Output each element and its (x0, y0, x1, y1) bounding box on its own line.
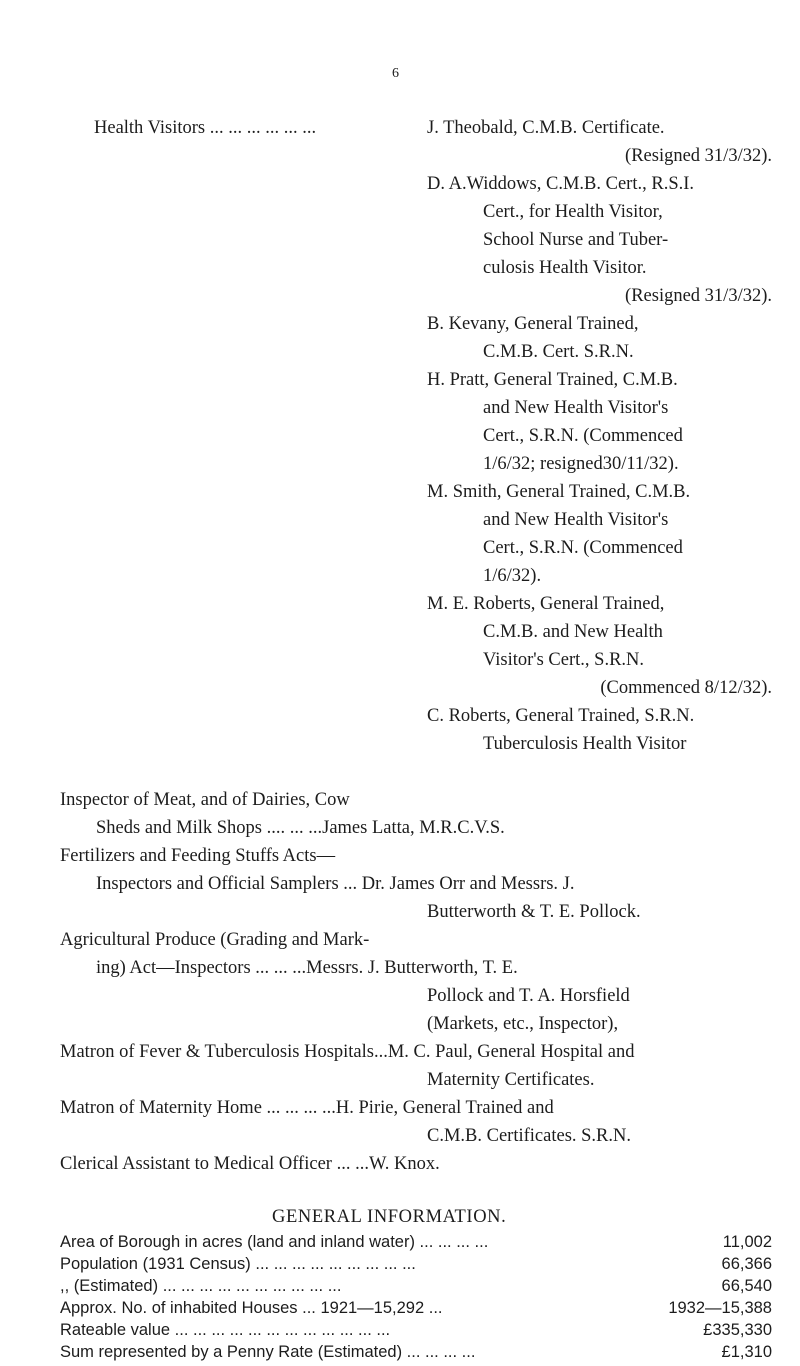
officer-entry-fertilizers (60, 842, 772, 926)
entry-line: C.M.B. and New Health (483, 622, 663, 642)
officer-entry-meat-inspector (60, 786, 772, 842)
visitor-entry (427, 702, 772, 758)
entry-line: H. Pratt, General Trained, C.M.B. (427, 370, 678, 390)
visitor-entry (427, 310, 772, 366)
officer-entry-matron-fever (60, 1038, 772, 1094)
entry-line: and New Health Visitor's (483, 398, 669, 418)
officer-value: Maternity Certificates. (427, 1070, 595, 1090)
gi-label: ,, (Estimated) ... ... ... ... ... ... ... ... ... ... (60, 1277, 342, 1295)
entry-line: M. E. Roberts, General Trained, (427, 594, 665, 614)
gi-label: Population (1931 Census) ... ... ... ... ... ... ... ... ... (60, 1255, 416, 1273)
officer-value: Butterworth & T. E. Pollock. (427, 902, 641, 922)
officer-title: Matron of Maternity Home ... ... ... ...H. Pirie, General Trained and (60, 1098, 554, 1118)
gi-label: Sum represented by a Penny Rate (Estimated) ... ... ... ... (60, 1343, 476, 1361)
entry-line: C.M.B. Cert. S.R.N. (483, 342, 634, 362)
visitor-entry (427, 590, 772, 702)
entry-line: 1/6/32; resigned30/11/32). (483, 454, 679, 474)
entry-line: and New Health Visitor's (483, 510, 669, 530)
visitor-entry (427, 114, 772, 170)
officer-line: Inspectors and Official Samplers ... Dr. James Orr and Messrs. J. (96, 874, 575, 894)
health-visitors-label (94, 114, 316, 142)
officer-line: Sheds and Milk Shops .... ... ...James Latta, M.R.C.V.S. (96, 818, 505, 838)
leader-dots: ... ... ... ... ... ... (205, 118, 317, 138)
gi-label: Rateable value ... ... ... ... ... ... ... ... ... ... ... ... (60, 1321, 391, 1339)
officer-value: C.M.B. Certificates. S.R.N. (427, 1126, 632, 1146)
gi-value: 11,002 (722, 1233, 772, 1251)
gi-label: Area of Borough in acres (land and inland water) ... ... ... ... (60, 1233, 489, 1251)
gi-value: £335,330 (703, 1321, 772, 1339)
officer-title: Agricultural Produce (Grading and Mark- (60, 930, 370, 950)
gi-value: 66,366 (721, 1255, 772, 1273)
health-visitors-title: Health Visitors (94, 118, 206, 138)
officer-entry-clerical (60, 1150, 772, 1178)
visitor-entry (427, 366, 772, 478)
entry-line: Cert., S.R.N. (Commenced (483, 426, 683, 446)
officer-value: (Markets, etc., Inspector), (427, 1014, 619, 1034)
gi-value: 1932—15,388 (668, 1299, 772, 1317)
entry-line: culosis Health Visitor. (483, 258, 647, 278)
entry-line: B. Kevany, General Trained, (427, 314, 639, 334)
entry-line: Tuberculosis Health Visitor (483, 734, 687, 754)
entry-line: (Resigned 31/3/32). (625, 286, 772, 306)
visitor-entry (427, 478, 772, 590)
general-information-title: GENERAL INFORMATION. (272, 1207, 507, 1227)
gi-value: £1,310 (721, 1343, 772, 1361)
officer-line: ing) Act—Inspectors ... ... ...Messrs. J. Butterworth, T. E. (96, 958, 518, 978)
officer-entry-agricultural-produce (60, 926, 772, 1038)
officer-value: Pollock and T. A. Horsfield (427, 986, 630, 1006)
officer-title: Fertilizers and Feeding Stuffs Acts— (60, 846, 336, 866)
entry-line: Cert., for Health Visitor, (483, 202, 663, 222)
entry-line: M. Smith, General Trained, C.M.B. (427, 482, 691, 502)
health-visitors-list (427, 114, 772, 758)
gi-value: 66,540 (721, 1277, 772, 1295)
entry-line: J. Theobald, C.M.B. Certificate. (427, 118, 665, 138)
entry-line: 1/6/32). (483, 566, 542, 586)
visitor-entry (427, 170, 772, 310)
entry-line: (Commenced 8/12/32). (600, 678, 772, 698)
officer-title: Inspector of Meat, and of Dairies, Cow (60, 790, 350, 810)
entry-line: Visitor's Cert., S.R.N. (483, 650, 645, 670)
entry-line: D. A.Widdows, C.M.B. Cert., R.S.I. (427, 174, 695, 194)
gi-label: Approx. No. of inhabited Houses ... 1921—15,292 ... (60, 1299, 443, 1317)
entry-line: School Nurse and Tuber- (483, 230, 669, 250)
entry-line: Cert., S.R.N. (Commenced (483, 538, 683, 558)
entry-line: C. Roberts, General Trained, S.R.N. (427, 706, 695, 726)
officer-title: Clerical Assistant to Medical Officer ... ...W. Knox. (60, 1154, 440, 1174)
officer-entry-matron-maternity (60, 1094, 772, 1150)
entry-line: (Resigned 31/3/32). (625, 146, 772, 166)
officer-title: Matron of Fever & Tuberculosis Hospitals...M. C. Paul, General Hospital and (60, 1042, 635, 1062)
page-number: 6 (392, 66, 399, 81)
